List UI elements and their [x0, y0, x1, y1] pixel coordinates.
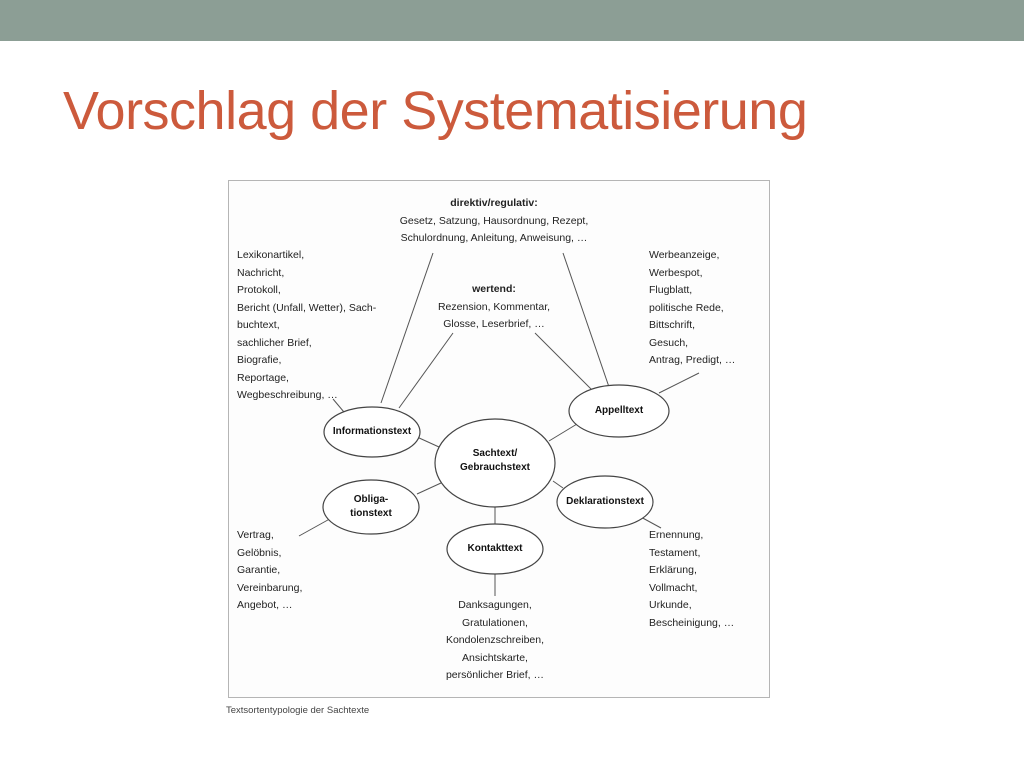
kontakt-label: Kontakttext [467, 543, 523, 554]
list-item: Werbespot, [649, 266, 703, 279]
list-item: Gelöbnis, [237, 546, 282, 559]
diagram-figure [228, 180, 770, 698]
list-item: Bescheinigung, … [649, 616, 735, 629]
appell-label: Appelltext [594, 405, 644, 416]
list-item: Kondolenzschreiben, [445, 634, 545, 646]
direktiv-line: Gesetz, Satzung, Hausordnung, Rezept, [399, 214, 589, 227]
top-bar [0, 0, 1024, 41]
list-item: Werbeanzeige, [649, 249, 720, 261]
deklaration-examples [649, 527, 734, 632]
list-item: sachlicher Brief, [237, 336, 312, 349]
list-item: Wegbeschreibung, … [237, 389, 338, 401]
wertend-heading: wertend: [472, 283, 516, 295]
information-examples [237, 247, 376, 405]
list-item: Erklärung, [649, 564, 697, 576]
list-item: Garantie, [237, 564, 281, 576]
center-label [435, 447, 555, 475]
list-item: Nachricht, [237, 266, 285, 279]
connector-appell-wertend [535, 333, 593, 391]
list-item: Gesuch, [649, 336, 689, 349]
connector-info-wertend [399, 333, 453, 408]
figure-caption: Textsortentypologie der Sachtexte [226, 705, 370, 716]
list-item: Antrag, Predigt, … [649, 354, 736, 366]
list-item: Gratulationen, [462, 616, 528, 629]
list-item: Vereinbarung, [237, 581, 303, 594]
obliga-label [321, 493, 421, 521]
direktiv-block [379, 195, 609, 248]
list-item: Bittschrift, [649, 319, 696, 331]
obliga-label-line: Obliga- [353, 494, 389, 505]
list-item: Ernennung, [649, 529, 704, 541]
list-item: persönlicher Brief, … [445, 669, 545, 681]
wertend-line: Rezension, Kommentar, [437, 300, 551, 313]
slide-title: Vorschlag der Systematisierung [63, 81, 808, 141]
list-item: Protokoll, [237, 284, 281, 296]
wertend-block [414, 281, 574, 334]
obliga-examples [237, 527, 302, 615]
list-item: Biografie, [237, 354, 282, 366]
list-item: Vollmacht, [649, 581, 698, 594]
list-item: Bericht (Unfall, Wetter), Sach- [237, 301, 377, 314]
list-item: Danksagungen, [458, 599, 532, 611]
list-item: Lexikonartikel, [237, 249, 305, 261]
list-item: Ansichtskarte, [462, 651, 528, 664]
center-label-line: Sachtext/ [472, 448, 518, 459]
list-item: Flugblatt, [649, 284, 693, 296]
direktiv-line: Schulordnung, Anleitung, Anweisung, … [400, 232, 588, 244]
list-item: buchtext, [237, 319, 280, 331]
connector-center-deklaration [553, 481, 563, 488]
connector-appell-examples [659, 373, 699, 393]
appell-examples [649, 247, 735, 370]
connector-center-appell [549, 424, 577, 441]
information-label: Informationstext [332, 426, 412, 437]
direktiv-heading: direktiv/regulativ: [450, 197, 538, 209]
center-label-line: Gebrauchstext [459, 462, 531, 473]
list-item: Testament, [649, 546, 701, 559]
list-item: Angebot, … [237, 599, 293, 611]
list-item: Vertrag, [237, 529, 274, 541]
deklaration-label: Deklarationstext [566, 496, 644, 507]
kontakt-examples [415, 597, 575, 685]
list-item: Urkunde, [649, 599, 692, 611]
list-item: politische Rede, [649, 301, 724, 314]
wertend-line: Glosse, Leserbrief, … [443, 318, 545, 330]
obliga-label-line: tionstext [350, 508, 392, 519]
list-item: Reportage, [237, 371, 289, 384]
